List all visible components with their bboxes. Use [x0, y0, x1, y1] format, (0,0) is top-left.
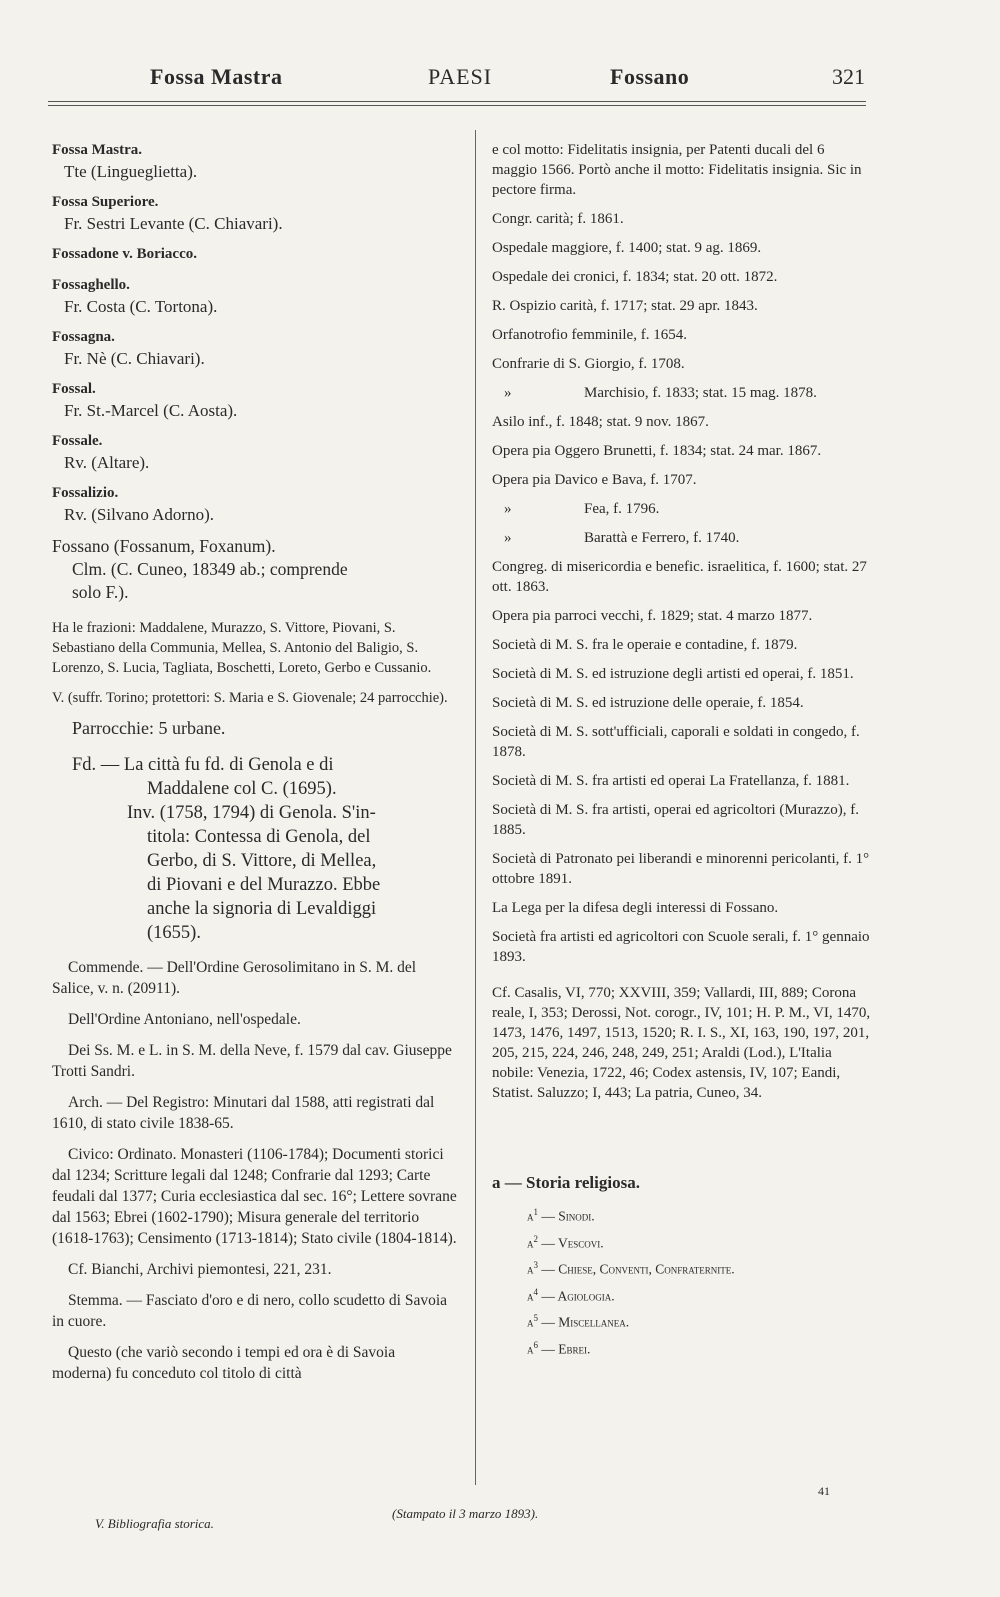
- item: Società di M. S. fra artisti ed operai La Fratellanza, f. 1881.: [492, 773, 850, 789]
- ditto-text: Barattà e Ferrero, f. 1740.: [584, 530, 740, 546]
- sublist-item: $a^1$ — Sinodi.: [527, 1207, 595, 1224]
- entry-sub: Rv. (Silvano Adorno).: [64, 505, 215, 524]
- sublist-item: $a^6$ — Ebrei.: [527, 1339, 591, 1356]
- item: Società di M. S. fra artisti, operai ed agricoltori (Murazzo), f. 1885.: [492, 802, 859, 838]
- antoniano-text: Dell'Ordine Antoniano, nell'ospedale.: [68, 1011, 301, 1028]
- item: Società di M. S. fra le operaie e contadine, f. 1879.: [492, 637, 798, 653]
- entry-head: Fossagna.: [52, 329, 115, 345]
- entry-head: Fossa Superiore.: [52, 194, 159, 210]
- fondazione-block: [52, 753, 457, 945]
- stemma-text: Stemma. — Fasciato d'oro e di nero, collo scudetto di Savoia in cuore.: [52, 1292, 448, 1330]
- item: Opera pia Davico e Bava, f. 1707.: [492, 472, 697, 488]
- frazioni-text: Ha le frazioni: Maddalene, Murazzo, S. Vittore, Piovani, S. Sebastiano della Communia, Mellea, S. Antonio del Baligio, S. Lorenzo, S. Lucia, Tagliata, Boschetti, Loreto, Gerbo e Cussanio.: [52, 620, 432, 676]
- sublist-item: $a^5$ — Miscellanea.: [527, 1313, 630, 1330]
- civico-text: Civico: Ordinato. Monasteri (1106-1784); Documenti storici dal 1234; Scritture legali dal 1248; Confrarie dal 1293; Carte feudali dal 1377; Curia ecclesiastica dal sec. 16°; Lettere sovrane dal 1563; Ebrei (1602-1790); Misura generale del territorio (1618-1763); Censimento (1713-1814); Stato civile (1804-1814).: [52, 1146, 457, 1247]
- ditto-item: [492, 499, 872, 519]
- archive-section: [52, 957, 457, 1384]
- header-left: Fossa Mastra: [150, 64, 283, 89]
- entry-head: Fossaghello.: [52, 277, 130, 293]
- running-header: [50, 64, 865, 98]
- header-rule-top: [48, 101, 866, 102]
- item: Società di M. S. sott'ufficiali, caporali e soldati in congedo, f. 1878.: [492, 724, 860, 760]
- parrocchie-text: Parrocchie: 5 urbane.: [72, 718, 226, 738]
- item: Asilo inf., f. 1848; stat. 9 nov. 1867.: [492, 414, 709, 430]
- item: Ospedale dei cronici, f. 1834; stat. 20 ott. 1872.: [492, 269, 778, 285]
- sublist-item: $a^3$ — Chiese, Conventi, Confraternite.: [527, 1260, 735, 1277]
- ditto-text: Marchisio, f. 1833; stat. 15 mag. 1878.: [584, 385, 817, 401]
- entry-head: Fossa Mastra.: [52, 142, 142, 158]
- entry: [52, 379, 457, 421]
- inv-line: (1655).: [147, 923, 201, 943]
- sublist-item: $a^4$ — Agiologia.: [527, 1286, 615, 1303]
- item: Orfanotrofio femminile, f. 1654.: [492, 327, 687, 343]
- item: Società di M. S. ed istruzione delle operaie, f. 1854.: [492, 695, 804, 711]
- entry: [52, 431, 457, 473]
- ditto-text: Fea, f. 1796.: [584, 501, 660, 517]
- inv-line: Inv. (1758, 1794) di Genola. S'in-: [127, 803, 376, 823]
- header-center: PAESI: [428, 64, 493, 89]
- entry-head: Fossale.: [52, 433, 103, 449]
- fossano-sub: [52, 558, 457, 604]
- entry: [52, 140, 457, 182]
- entry: [52, 244, 457, 265]
- ditto-mark: »: [504, 530, 512, 546]
- inv-line: Gerbo, di S. Vittore, di Mellea,: [147, 851, 377, 871]
- item: Società di M. S. ed istruzione degli artisti ed operai, f. 1851.: [492, 666, 854, 682]
- footer-left: V. Bibliografia storica.: [95, 1516, 214, 1531]
- item: Opera pia Oggero Brunetti, f. 1834; stat. 24 mar. 1867.: [492, 443, 822, 459]
- ss-text: Dei Ss. M. e L. in S. M. della Neve, f. 1579 dal cav. Giuseppe Trotti Sandri.: [52, 1042, 452, 1080]
- ditto-mark: »: [504, 385, 512, 401]
- fossano-sub-line: solo F.).: [72, 582, 129, 602]
- entry: [52, 483, 457, 525]
- inv-line: titola: Contessa di Genola, del: [147, 827, 371, 847]
- ditto-item: [492, 383, 872, 403]
- item: Ospedale maggiore, f. 1400; stat. 9 ag. 1869.: [492, 240, 762, 256]
- right-column: [492, 140, 872, 1360]
- arch-text: Arch. — Del Registro: Minutari dal 1588, atti registrati dal 1610, di stato civile 1838-65.: [52, 1094, 435, 1132]
- entry-sub: Fr. St.-Marcel (C. Aosta).: [64, 401, 238, 420]
- item: Società fra artisti ed agricoltori con Scuole serali, f. 1° gennaio 1893.: [492, 929, 870, 965]
- storia-title: a — Storia religiosa.: [492, 1173, 640, 1192]
- item: Congreg. di misericordia e benefic. israelitica, f. 1600; stat. 27 ott. 1863.: [492, 559, 867, 595]
- motto-text: e col motto: Fidelitatis insignia, per Patenti ducali del 6 maggio 1566. Portò anche il motto: Fidelitatis insignia. Sic in pectore firma.: [492, 142, 862, 198]
- entry-sub: Fr. Costa (C. Tortona).: [64, 297, 218, 316]
- left-column: [52, 140, 457, 1394]
- entry-sub: Tte (Lingueglietta).: [64, 162, 198, 181]
- entry-sub: Fr. Sestri Levante (C. Chiavari).: [64, 214, 283, 233]
- entry: [52, 192, 457, 234]
- header-right: Fossano: [610, 64, 690, 89]
- page-number: 321: [832, 64, 865, 89]
- cf-bianchi-text: Cf. Bianchi, Archivi piemontesi, 221, 231.: [68, 1261, 332, 1278]
- entry-sub: Fr. Nè (C. Chiavari).: [64, 349, 205, 368]
- item: R. Ospizio carità, f. 1717; stat. 29 apr. 1843.: [492, 298, 758, 314]
- entry-head: Fossalizio.: [52, 485, 119, 501]
- sheet-number: 41: [818, 1484, 830, 1498]
- fossano-head: Fossano (Fossanum, Foxanum).: [52, 536, 276, 556]
- fossano-sub-line: Clm. (C. Cuneo, 18349 ab.; comprende: [72, 559, 348, 579]
- column-divider: [475, 130, 476, 1485]
- item: Confrarie di S. Giorgio, f. 1708.: [492, 356, 685, 372]
- ditto-item: [492, 528, 872, 548]
- inv-line: di Piovani e del Murazzo. Ebbe: [147, 875, 381, 895]
- inv-line: anche la signoria di Levaldiggi: [147, 899, 377, 919]
- fd-line: Fd. — La città fu fd. di Genola e di: [72, 755, 334, 775]
- header-rule-bottom: [48, 105, 866, 106]
- entry: [52, 327, 457, 369]
- storia-sublist: [492, 1201, 872, 1360]
- item: Società di Patronato pei liberandi e minorenni pericolanti, f. 1° ottobre 1891.: [492, 851, 870, 887]
- ditto-mark: »: [504, 501, 512, 517]
- questo-text: Questo (che variò secondo i tempi ed ora è di Savoia moderna) fu conceduto col titolo di città: [52, 1344, 396, 1382]
- footer-center: (Stampato il 3 marzo 1893).: [392, 1506, 539, 1521]
- entry-head: Fossal.: [52, 381, 96, 397]
- item: Congr. carità; f. 1861.: [492, 211, 624, 227]
- item: Opera pia parroci vecchi, f. 1829; stat. 4 marzo 1877.: [492, 608, 813, 624]
- entry-head: Fossadone v. Boriacco.: [52, 246, 197, 262]
- cf-text: Cf. Casalis, VI, 770; XXVIII, 359; Vallardi, III, 889; Corona reale, I, 353; Derossi, Not. corogr., IV, 101; H. P. M., VI, 1470, 1473, 1476, 1497, 1513, 1520; R. I. S., XI, 163, 190, 197, 201, 205, 215, 224, 246, 248, 249, 251; Araldi (Lod.), L'Italia nobile: Venezia, 1722, 46; Codex astensis, IV, 107; Eandi, Statist. Saluzzo; I, 443; La patria, Cuneo, 34.: [492, 985, 871, 1101]
- entry-sub: Rv. (Altare).: [64, 453, 150, 472]
- sublist-item: $a^2$ — Vescovi.: [527, 1233, 604, 1250]
- vescovo-text: V. (suffr. Torino; protettori: S. Maria e S. Giovenale; 24 parrocchie).: [52, 690, 448, 706]
- entry: [52, 275, 457, 317]
- fd-line: Maddalene col C. (1695).: [147, 779, 337, 799]
- item: La Lega per la difesa degli interessi di Fossano.: [492, 900, 779, 916]
- commende-text: Commende. — Dell'Ordine Gerosolimitano in S. M. del Salice, v. n. (20911).: [52, 959, 417, 997]
